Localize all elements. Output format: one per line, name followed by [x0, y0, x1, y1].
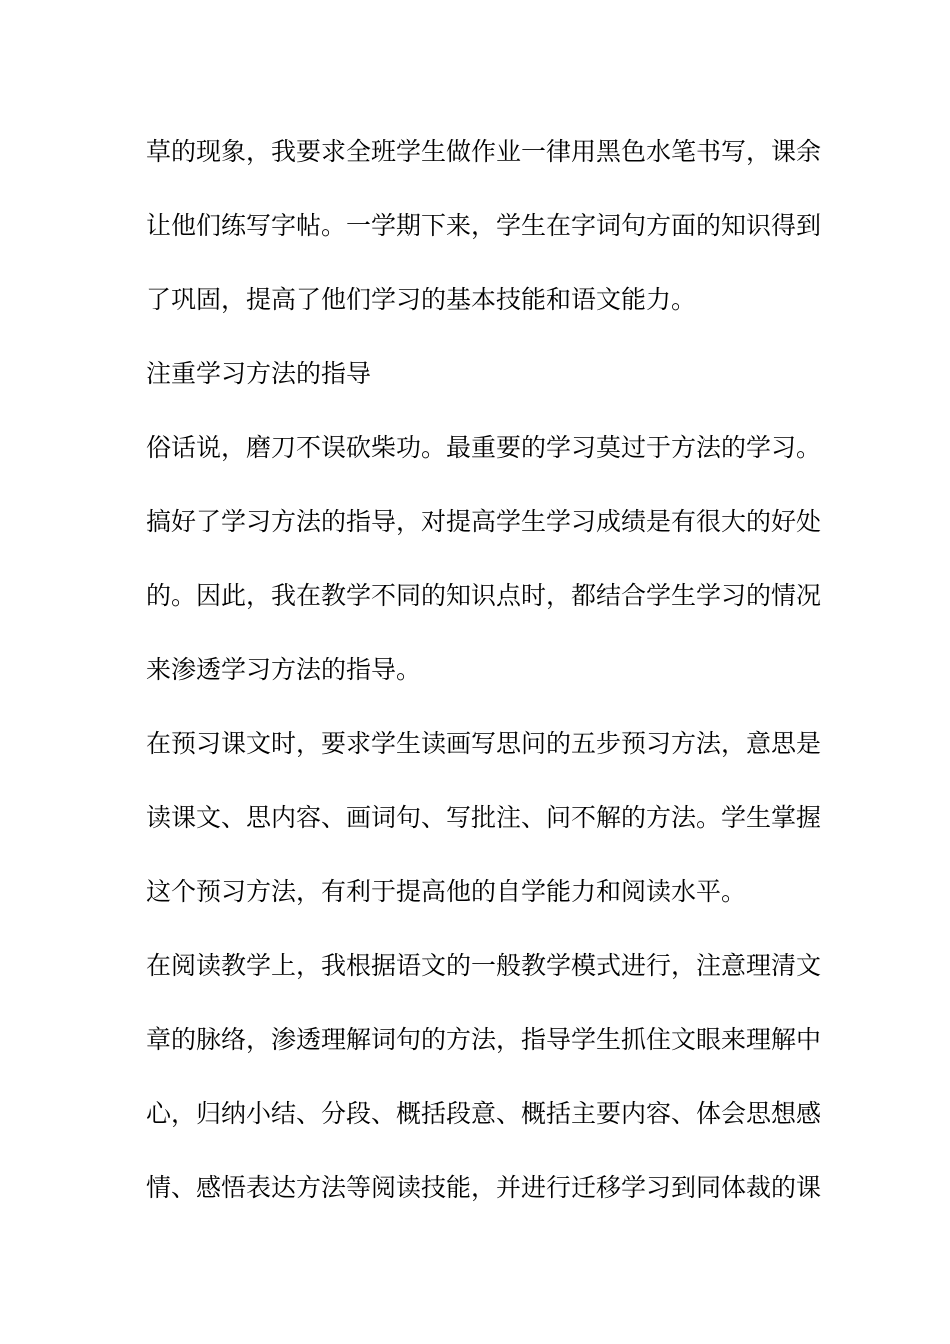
text-line: 的。因此，我在教学不同的知识点时，都结合学生学习的情况	[146, 581, 822, 610]
text-line: 章的脉络，渗透理解词句的方法，指导学生抓住文眼来理解中	[146, 1025, 822, 1054]
text-line: 读课文、思内容、画词句、写批注、问不解的方法。学生掌握	[146, 803, 822, 832]
text-line: 草的现象，我要求全班学生做作业一律用黑色水笔书写，课余	[146, 137, 822, 166]
text-line: 了巩固，提高了他们学习的基本技能和语文能力。	[146, 285, 697, 314]
text-line: 让他们练写字帖。一学期下来，学生在字词句方面的知识得到	[146, 211, 822, 240]
text-line: 这个预习方法，有利于提高他的自学能力和阅读水平。	[146, 877, 747, 906]
text-line: 来渗透学习方法的指导。	[146, 655, 422, 684]
text-line: 搞好了学习方法的指导，对提高学生学习成绩是有很大的好处	[146, 507, 822, 536]
text-line: 在预习课文时，要求学生读画写思问的五步预习方法，意思是	[146, 729, 822, 758]
text-line: 在阅读教学上，我根据语文的一般教学模式进行，注意理清文	[146, 951, 822, 980]
text-line: 情、感悟表达方法等阅读技能，并进行迁移学习到同体裁的课	[146, 1173, 822, 1202]
section-heading: 注重学习方法的指导	[146, 359, 372, 388]
text-line: 俗话说，磨刀不误砍柴功。最重要的学习莫过于方法的学习。	[146, 433, 822, 462]
text-line: 心，归纳小结、分段、概括段意、概括主要内容、体会思想感	[146, 1099, 822, 1128]
